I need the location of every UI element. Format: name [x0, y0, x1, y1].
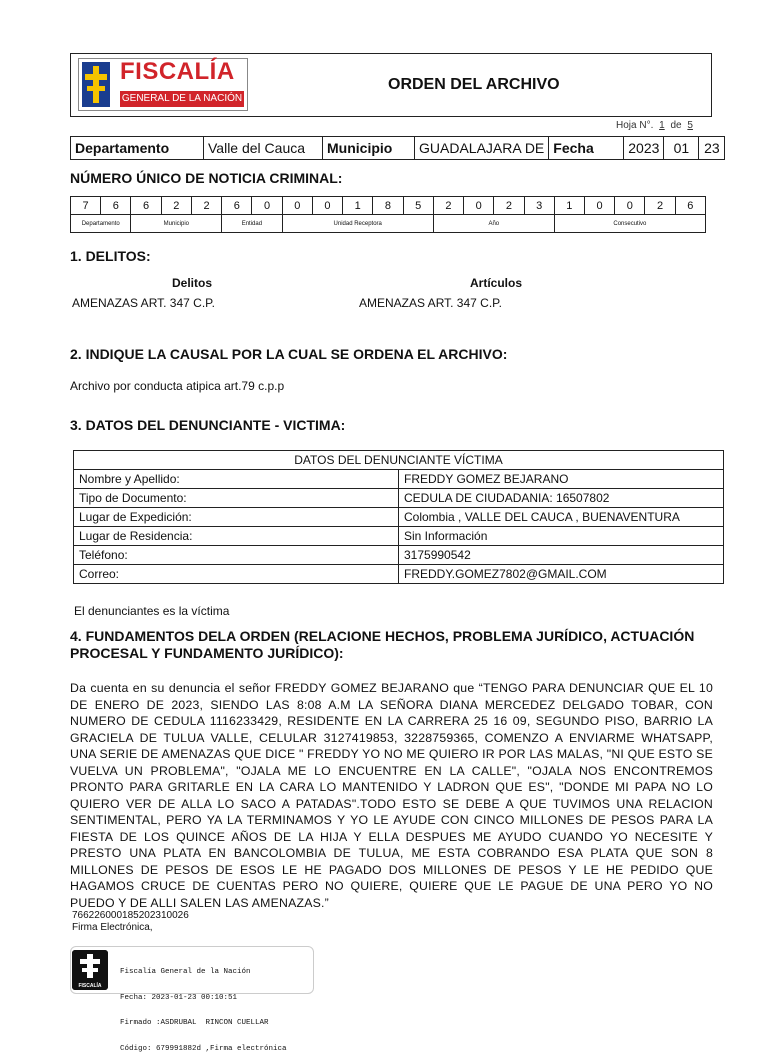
seal-label: FISCALÍA	[78, 983, 102, 989]
victim-field-value: Colombia , VALLE DEL CAUCA , BUENAVENTURA	[399, 508, 724, 527]
victim-table-row	[74, 508, 724, 527]
sheet-number: Hoja N°. 1 de 5	[616, 120, 693, 131]
nunc-digit: 6	[131, 197, 161, 215]
nunc-digit: 0	[312, 197, 342, 215]
victim-field-label: Lugar de Expedición:	[74, 508, 399, 527]
victim-table-row	[74, 546, 724, 565]
nunc-digit: 0	[282, 197, 312, 215]
victim-field-value: Sin Información	[399, 527, 724, 546]
nunc-digit: 3	[524, 197, 554, 215]
nunc-digit: 5	[403, 197, 433, 215]
departamento-label: Departamento	[71, 137, 204, 160]
nunc-digit: 6	[675, 197, 705, 215]
articulos-column-header: Artículos	[470, 276, 523, 290]
victim-field-value: 3175990542	[399, 546, 724, 565]
logo-wordmark: FISCALÍA	[120, 58, 235, 85]
articulo-value: AMENAZAS ART. 347 C.P.	[359, 296, 502, 310]
causal-value: Archivo por conducta atipica art.79 c.p.p	[70, 379, 285, 393]
nunc-digit: 6	[101, 197, 131, 215]
nunc-label-entidad: Entidad	[222, 215, 282, 233]
victim-field-value: FREDDY GOMEZ BEJARANO	[399, 470, 724, 489]
causal-title: 2. INDIQUE LA CAUSAL POR LA CUAL SE ORDENA EL ARCHIVO:	[70, 346, 508, 362]
fiscalia-emblem-icon	[82, 62, 110, 107]
victim-field-label: Nombre y Apellido:	[74, 470, 399, 489]
signature-line-code: Código: 679991882d ,Firma electrónica	[120, 1044, 287, 1053]
document-title: ORDEN DEL ARCHIVO	[388, 76, 560, 93]
victim-field-label: Teléfono:	[74, 546, 399, 565]
fecha-year: 2023	[624, 137, 664, 160]
nunc-label-departamento: Departamento	[71, 215, 131, 233]
victim-field-label: Lugar de Residencia:	[74, 527, 399, 546]
nunc-digit: 2	[433, 197, 463, 215]
nunc-digit: 2	[161, 197, 191, 215]
signature-line-entity: Fiscalía General de la Nación	[120, 968, 251, 976]
delitos-title: 1. DELITOS:	[70, 248, 151, 264]
nunc-code: 766226000185202310026	[72, 910, 189, 921]
nunc-digit: 0	[464, 197, 494, 215]
victim-table-row	[74, 470, 724, 489]
nunc-digit: 2	[191, 197, 221, 215]
departamento-value: Valle del Cauca	[204, 137, 323, 160]
nunc-digit: 0	[252, 197, 282, 215]
fecha-month: 01	[664, 137, 699, 160]
nunc-label-municipio: Municipio	[131, 215, 222, 233]
fundamentos-body: Da cuenta en su denuncia el señor FREDDY GOMEZ BEJARANO que “TENGO PARA DENUNCIAR QUE EL 10 DE ENERO DE 2023, SIENDO LAS 8:08 A.M LA SEÑORA DIANA MERCEDEZ DELGADO TOBAR, CON NUMERO DE CEDULA 1116233429, RESIDENTE EN LA CARRERA 25 16 09, SEGUNDO PISO, BARRIO LA GRACIELA DE TULUA VALLE, CELULAR 3127419853, 3228759365, COMENZO A ENVIARME WHATSAPP, UNA SERIE DE AMENAZAS QUE DICE " FREDDY YO NO ME QUIERO IR POR LAS MALAS, "NI QUE ESTO SE VUELVA UN PROBLEMA", "OJALA ME LO ENCUENTRE EN LA CALLE", "OJALA NOS ENCONTREMOS PRONTO PARA GRITARLE EN LA CARA LO MANTENIDO Y LADRON QUE ES", "DONDE MI PAPA NO LO QUIERO VER DE ALLA LO SACO A PATADAS".TODO ESTO SE DEBE A QUE TUVIMOS UNA RELACION SENTIMENTAL, PERO YA LA TERMINAMOS Y YO LE AYUDE CON CINCO MILLONES DE PESOS PARA LA FIESTA DE LOS QUINCE AÑOS DE LA HIJA Y ELLA DESPUES ME AYUDO CUANDO YO NECESITE Y PRESTO UNA PLATA EN BANCOLOMBIA DE TULUA, ME ESTA COBRANDO ESA PLATA QUE SON 8 MILLONES DE PESOS DE ESOS LE HE PAGADO DOS MILLONES DE PESOS Y LE HE PEDIDO QUE HAGAMOS CRUCE DE CUENTAS PERO NO QUIERE, QUIERE QUE LE PAGUE DE UNA PERO YO NO PUEDO Y DE ALLI SALEN LAS AMENAZAS.”	[70, 681, 713, 910]
logo-subtitle: GENERAL DE LA NACIÓN	[120, 91, 244, 107]
fecha-day: 23	[699, 137, 725, 160]
victim-field-value: FREDDY.GOMEZ7802@GMAIL.COM	[399, 565, 724, 584]
municipio-label: Municipio	[323, 137, 415, 160]
nunc-digit: 7	[71, 197, 101, 215]
nunc-digit: 6	[222, 197, 252, 215]
fundamentos-title-line2: PROCESAL Y FUNDAMENTO JURÍDICO):	[70, 645, 344, 661]
nunc-digit: 0	[615, 197, 645, 215]
victim-table	[73, 450, 724, 584]
denunciante-title: 3. DATOS DEL DENUNCIANTE - VICTIMA:	[70, 417, 346, 433]
victim-table-row	[74, 527, 724, 546]
denunciante-note: El denunciantes es la víctima	[74, 604, 230, 618]
nunc-label-consecutivo: Consecutivo	[554, 215, 705, 233]
delito-value: AMENAZAS ART. 347 C.P.	[72, 296, 215, 310]
nunc-digit: 1	[343, 197, 373, 215]
fecha-label: Fecha	[549, 137, 624, 160]
signature-details	[120, 951, 287, 1062]
signature-line-signer: Firmado :ASDRUBAL RINCON CUELLAR	[120, 1019, 269, 1027]
municipio-value: GUADALAJARA DE	[415, 137, 549, 160]
nunc-label-unidad: Unidad Receptora	[282, 215, 433, 233]
victim-field-label: Correo:	[74, 565, 399, 584]
nunc-title: NÚMERO ÚNICO DE NOTICIA CRIMINAL:	[70, 170, 343, 186]
nunc-labels-row	[71, 215, 706, 233]
nunc-digit: 8	[373, 197, 403, 215]
victim-table-row	[74, 489, 724, 508]
firma-label: Firma Electrónica,	[72, 922, 153, 933]
nunc-digit: 2	[645, 197, 675, 215]
nunc-digit: 1	[554, 197, 584, 215]
fundamentos-title-line1: 4. FUNDAMENTOS DELA ORDEN (RELACIONE HECHOS, PROBLEMA JURÍDICO, ACTUACIÓN	[70, 628, 695, 644]
delitos-column-header: Delitos	[172, 276, 213, 290]
victim-field-label: Tipo de Documento:	[74, 489, 399, 508]
location-table	[70, 136, 725, 160]
victim-table-header: DATOS DEL DENUNCIANTE VÍCTIMA	[74, 451, 724, 470]
signature-line-date: Fecha: 2023-01-23 00:10:51	[120, 993, 238, 1002]
nunc-digit: 0	[584, 197, 614, 215]
nunc-label-ano: Año	[433, 215, 554, 233]
nunc-digit: 2	[494, 197, 524, 215]
victim-table-row	[74, 565, 724, 584]
nunc-digits-row	[71, 197, 706, 215]
nunc-table	[70, 196, 706, 233]
victim-field-value: CEDULA DE CIUDADANIA: 16507802	[399, 489, 724, 508]
